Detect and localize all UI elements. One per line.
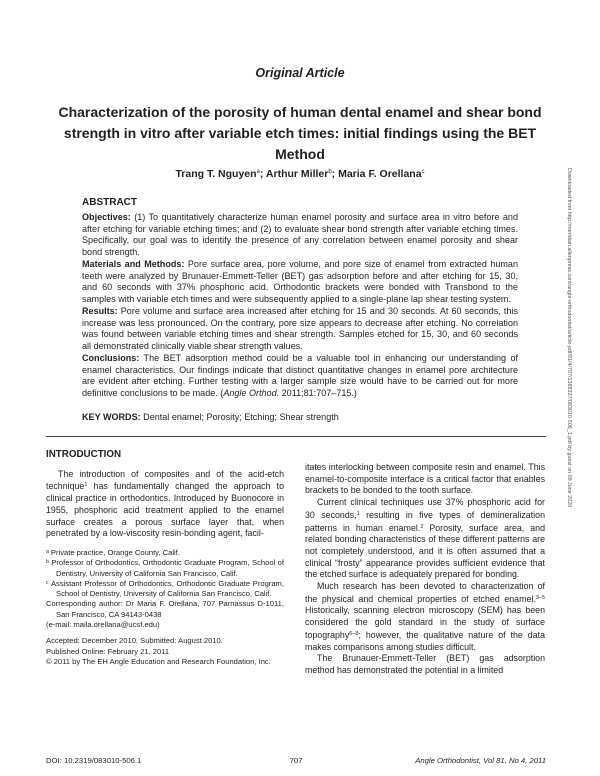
citation-journal: Angle Orthod. [223, 388, 280, 398]
abstract-conclusions [82, 353, 518, 400]
intro-text: has fundamentally changed the approach to clinical practice in orthodontics. Introduced by Buonocore in 1955, phosphoric acid treatment applied to the enamel surface creates a porous surface layer that, when penetrated by a low-viscosity resin-bonding agent, facil- [46, 481, 284, 539]
body-text: ; however, the qualitative nature of the data makes comparisons among studies difficult. [305, 629, 545, 652]
reference-mark: 3–5 [535, 594, 545, 601]
body-paragraph [305, 581, 545, 653]
footnote-b: ᵇ Professor of Orthodontics, Orthodontic Graduate Program, School of Dentistry, University of California San Francisco, Calif. [46, 558, 284, 578]
accepted-date: Accepted: December 2010. Submitted: August 2010. [46, 636, 223, 646]
footnote-a: ᵃ Private practice, Orange County, Calif. [46, 547, 180, 557]
author-name: Arthur Miller [265, 168, 329, 180]
results-label: Results: [82, 305, 118, 316]
abstract [82, 197, 518, 400]
author-name: Maria F. Orellana [338, 168, 422, 180]
footer-journal: Angle Orthodontist, Vol 81, No 4, 2011 [415, 756, 546, 765]
author-separator: ; [259, 168, 266, 180]
author-separator: ; [331, 168, 339, 180]
footnote-c: ᶜ Assistant Professor of Orthodontics, Orthodontic Graduate Program, School of Dentistry, University of California San Francisco, Calif. [46, 578, 284, 599]
corresponding-email: (e-mail: maila.orellana@ucsf.edu) [46, 620, 160, 629]
body-text: Historically, scanning electron microscopy (SEM) has been considered the gold standard in the study of surface topography [305, 605, 545, 640]
author-name: Trang T. Nguyen [175, 168, 257, 180]
body-paragraph [305, 497, 545, 581]
corresponding-author: Corresponding author: Dr Maria F. Orellana, 707 Parnassus D-1011, San Francisco, CA 94143-0438 [46, 599, 284, 619]
page-footer [46, 756, 546, 766]
body-paragraph: The Brunauer-Emmett-Teller (BET) gas adsorption method has demonstrated the potential in a limited [305, 653, 545, 675]
citation-details: 2011;81:707–715.) [279, 388, 357, 398]
intro-paragraph [46, 469, 284, 540]
abstract-results [82, 306, 518, 353]
author-affiliation-mark: c [421, 169, 425, 175]
intro-heading: INTRODUCTION [46, 449, 122, 460]
article-title: Characterization of the porosity of human dental enamel and shear bond strength in vitro after variable etch times: initial findings using the BET Method [58, 104, 542, 162]
results-text: Pore volume and surface area increased after etching for 15 and 30 seconds. At 60 seconds, this increase was less pronounced. On the contrary, pore size appears to decrease after etching. No correlation was found between variable etching times and shear strength. Samples etched for 15, 30, and 60 seconds all demonstrated clinically viable shear strength values. [82, 305, 518, 351]
body-text: Much research has been devoted to characterization of the physical and chemical properties of etched enamel. [305, 581, 545, 604]
body-text: resulting in five types of demineralization patterns in human enamel. [305, 509, 545, 533]
right-column [305, 462, 545, 677]
body-text: Current clinical techniques use 37% phosphoric acid for 30 seconds, [305, 497, 545, 520]
download-watermark-text: Downloaded from http://meridian.allenpress.com/angle-orthodontist/article-pdf/81/4/707/1388337/083010-506_1.pdf by guest on 08 June 2020 [566, 168, 572, 508]
reference-mark: 1 [356, 510, 360, 517]
section-divider [46, 436, 546, 437]
author-affiliation-mark: b [328, 169, 332, 175]
keywords-label: KEY WORDS: [82, 412, 141, 422]
conclusions-label: Conclusions: [82, 352, 140, 363]
methods-text: Pore surface area, pore volume, and pore size of enamel from extracted human teeth were analyzed by Brunauer-Emmett-Teller (BET) gas adsorption before and after etching for 15, 30, and 60 seconds with 37% phosphoric acid. Orthodontic brackets were bonded with Transbond to the samples with variable etch times and were subsequently applied to a single-plane lap shear testing system. [82, 258, 518, 304]
copyright: © 2011 by The EH Angle Education and Research Foundation, Inc. [46, 656, 271, 666]
section-label: Original Article [255, 66, 345, 80]
reference-mark: 2 [420, 523, 424, 530]
reference-mark: 6–8 [349, 630, 359, 637]
conclusions-text: The BET adsorption method could be a valuable tool in enhancing our understanding of enamel characteristics. Our findings indicate that distinct quantitative changes in enamel pore architecture are evident after etching. Further testing with a larger sample size would have to be carried out for more definitive conclusions to be made. ( [82, 352, 518, 398]
body-paragraph: itates interlocking between composite resin and enamel. This enamel-to-composite interface is a critical factor that enables brackets to be bonded to the tooth surface. [305, 462, 545, 496]
abstract-objectives [82, 212, 518, 259]
page-number: 707 [289, 756, 303, 765]
methods-label: Materials and Methods: [82, 258, 185, 269]
footnotes [46, 548, 284, 667]
author-list [40, 168, 560, 180]
body-text: Porosity, surface area, and related bonding characteristics of these different patterns are not completely understood, and it is often assumed that a clinical “frosty” appearance provides sufficient evidence that the etched surface is adequately prepared for bonding. [305, 522, 545, 580]
abstract-heading: ABSTRACT [82, 197, 137, 208]
objectives-label: Objectives: [82, 211, 131, 222]
footer-doi: DOI: 10.2319/083010-506.1 [46, 756, 142, 765]
keywords-text: Dental enamel; Porosity; Etching; Shear strength [140, 412, 339, 422]
download-watermark [565, 168, 574, 588]
published-date: Published Online: February 21, 2011 [46, 646, 170, 656]
author-affiliation-mark: a [256, 169, 260, 175]
abstract-methods [82, 259, 518, 306]
objectives-text: (1) To quantitatively characterize human enamel porosity and surface area in vitro before and after etching for variable etching times; and (2) to evaluate shear bond strength after variable etching times. Specifically, our goal was to identify the presence of any correlation between enamel porosity and shear bond strength. [82, 211, 518, 257]
left-column [46, 449, 284, 667]
intro-text: The introduction of composites and of the acid-etch technique [46, 468, 284, 492]
keywords [82, 412, 518, 422]
reference-mark: 1 [84, 482, 88, 489]
